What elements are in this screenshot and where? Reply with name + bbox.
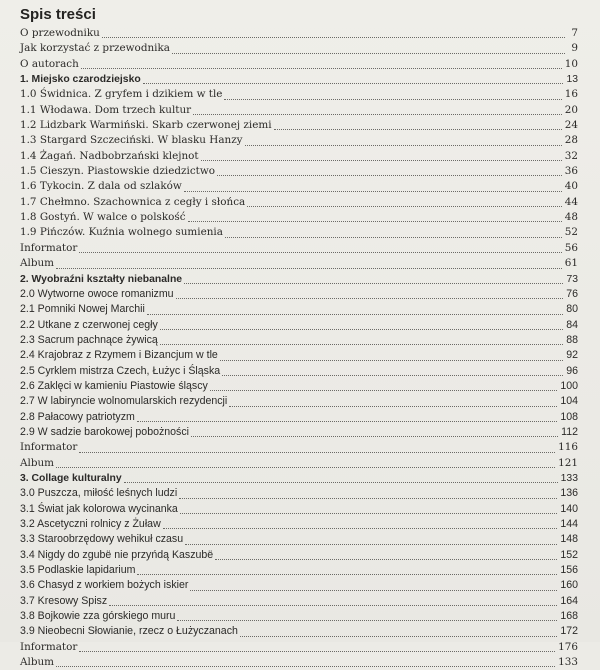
toc-entry-label: 3.5 Podlaskie lapidarium [20,564,136,577]
toc-entry-label: Album [20,656,55,669]
toc-entry [20,394,578,409]
toc-entry [20,379,578,394]
toc-entry-label: 2.0 Wytworne owoce romanizmu [20,287,174,300]
dot-leader [180,513,558,514]
toc-entry [20,578,578,593]
toc-page-number: 112 [561,425,578,438]
dot-leader [240,636,557,637]
dot-leader [102,37,565,38]
toc-entry [20,287,578,302]
toc-entry-label: 2.2 Utkane z czerwonej cegły [20,318,158,331]
dot-leader [79,252,561,253]
toc-page-number: 148 [560,533,578,546]
toc-entry-label: 1.1 Włodawa. Dom trzech kultur [20,103,192,116]
toc-entry-label: O autorach [20,57,79,70]
toc-page-number: 160 [560,579,578,592]
toc-entry [20,548,578,563]
dot-leader [220,360,563,361]
toc-page-number: 52 [564,226,578,239]
toc-page-number: 40 [564,180,578,193]
toc-entry [20,133,578,148]
toc-page-number: 32 [564,149,578,162]
toc-page-number: 28 [564,134,578,147]
dot-leader [274,129,562,130]
toc-page-number: 156 [560,564,578,577]
toc-page-number: 164 [560,594,578,607]
toc-entry-label: Informator [20,241,78,254]
dot-leader [172,53,565,54]
toc-entry-label: 2.8 Pałacowy patriotyzm [20,410,135,423]
toc-page-number: 76 [566,287,578,300]
toc-entry [20,256,578,271]
dot-leader [222,375,563,376]
toc-entry [20,103,578,118]
toc-page-number: 16 [564,88,578,101]
toc-entry [20,609,578,624]
toc-entry-label: Jak korzystać z przewodnika [20,42,170,55]
toc-entry-label: 3.0 Puszcza, miłość leśnych ludzi [20,487,178,500]
toc-page-number: 172 [560,625,578,638]
toc-page-number: 140 [560,502,578,515]
dot-leader [188,221,562,222]
toc-entry [20,440,578,455]
toc-entry-label: 2.3 Sacrum pachnące żywicą [20,333,158,346]
dot-leader [190,590,557,591]
toc-entry [20,456,578,471]
toc-entry [20,563,578,578]
toc-entry [20,640,578,655]
toc-entry [20,87,578,102]
toc-page-number: 61 [564,257,578,270]
toc-entry-label: 3.3 Staroobrzędowy wehikuł czasu [20,533,184,546]
toc-list [20,26,578,670]
toc-entry-label: 1. Miejsko czarodziejsko [20,74,141,86]
toc-entry-label: O przewodniku [20,27,100,39]
toc-page-number: 136 [560,487,578,500]
dot-leader [217,175,562,176]
dot-leader [225,237,562,238]
toc-entry [20,241,578,256]
toc-entry-label: 3.4 Nigdy do zgubë nie przyńdą Kaszubë [20,548,214,561]
toc-chapter-heading [20,272,578,287]
dot-leader [224,99,561,100]
toc-page-number: 36 [564,165,578,178]
toc-page-number: 121 [558,456,578,469]
toc-entry-label: 1.5 Cieszyn. Piastowskie dziedzictwo [20,165,215,178]
toc-entry-label: 1.4 Żagań. Nadbobrzański klejnot [20,149,199,162]
toc-page-number: 152 [560,548,578,561]
dot-leader [137,421,557,422]
toc-entry-label: Informator [20,640,78,653]
toc-entry-label: 2. Wyobraźni kształty niebanalne [20,273,183,285]
dot-leader [160,344,563,345]
toc-entry [20,333,578,348]
toc-page-number: 7 [571,27,578,39]
dot-leader [137,574,557,575]
toc-page-number: 133 [560,472,578,484]
dot-leader [56,268,562,269]
toc-entry [20,348,578,363]
dot-leader [163,528,558,529]
toc-page-number: 88 [566,333,578,346]
dot-leader [177,620,557,621]
toc-page-number: 96 [566,364,578,377]
dot-leader [245,145,562,146]
dot-leader [179,498,557,499]
toc-entry-label: 3.9 Nieobecni Słowianie, rzecz o Łużyczanach [20,625,238,638]
toc-page-number: 168 [560,610,578,623]
dot-leader [229,406,557,407]
toc-entry [20,410,578,425]
toc-entry-label: 3.1 Świat jak kolorowa wycinanka [20,502,178,515]
toc-entry [20,41,578,56]
dot-leader [56,467,555,468]
toc-chapter-heading [20,471,578,486]
toc-entry-label: 1.7 Chełmno. Szachownica z cegły i słońca [20,195,246,208]
toc-page-number: 10 [564,57,578,70]
toc-entry-label: 2.5 Cyrklem mistrza Czech, Łużyc i Śląska [20,364,221,377]
dot-leader [160,329,563,330]
toc-entry [20,195,578,210]
toc-entry [20,624,578,639]
dot-leader [201,160,562,161]
toc-page-number: 100 [560,379,578,392]
toc-entry-label: 3. Collage kulturalny [20,472,122,484]
dot-leader [185,544,557,545]
toc-entry-label: Album [20,456,55,469]
toc-entry-label: Informator [20,441,78,454]
toc-page-number: 176 [558,640,578,653]
toc-entry-label: 1.8 Gostyń. W walce o polskość [20,211,186,224]
toc-entry [20,26,578,41]
toc-entry-label: 2.7 W labiryncie wolnomularskich rezydencji [20,395,228,408]
toc-page-number: 108 [560,410,578,423]
toc-entry-label: 3.6 Chasyd z workiem bożych iskier [20,579,189,592]
toc-entry-label: 2.6 Zaklęci w kamieniu Piastowie śląscy [20,379,208,392]
toc-entry-label: 2.1 Pomniki Nowej Marchii [20,303,145,316]
toc-entry-label: 2.9 W sadzie barokowej pobożności [20,425,190,438]
toc-entry [20,502,578,517]
toc-page-number: 84 [566,318,578,331]
dot-leader [176,298,564,299]
toc-entry [20,149,578,164]
dot-leader [191,436,558,437]
dot-leader [247,206,562,207]
toc-entry-label: Album [20,257,55,270]
toc-entry [20,425,578,440]
dot-leader [215,559,557,560]
toc-entry [20,364,578,379]
toc-entry-label: 1.2 Lidzbark Warmiński. Skarb czerwonej ziemi [20,119,272,132]
toc-page-number: 104 [560,395,578,408]
dot-leader [143,83,564,84]
toc-chapter-heading [20,72,578,87]
toc-entry [20,225,578,240]
toc-entry [20,318,578,333]
toc-entry [20,532,578,547]
dot-leader [56,666,555,667]
toc-page-number: 56 [564,241,578,254]
dot-leader [124,482,558,483]
toc-entry [20,517,578,532]
toc-entry [20,486,578,501]
toc-entry-label: 3.7 Kresowy Spisz [20,594,108,607]
toc-page-number: 44 [564,195,578,208]
toc-page-number: 13 [566,74,578,86]
toc-page-number: 48 [564,211,578,224]
toc-entry [20,164,578,179]
toc-page-number: 116 [558,441,578,454]
toc-page-number: 24 [564,119,578,132]
toc-title: Spis treści [20,6,96,23]
toc-entry-label: 3.2 Ascetyczni rolnicy z Żuław [20,518,161,530]
dot-leader [109,605,557,606]
toc-entry [20,179,578,194]
dot-leader [79,452,555,453]
toc-entry-label: 3.8 Bojkowie zza górskiego muru [20,610,176,623]
toc-entry [20,594,578,609]
toc-entry [20,210,578,225]
toc-page-number: 133 [558,656,578,669]
dot-leader [79,651,555,652]
toc-entry-label: 1.6 Tykocin. Z dala od szlaków [20,180,182,193]
toc-entry [20,302,578,317]
dot-leader [210,390,557,391]
toc-entry [20,57,578,72]
toc-page-number: 144 [560,518,578,530]
toc-entry-label: 2.4 Krajobraz z Rzymem i Bizancjum w tle [20,349,218,362]
toc-page-number: 73 [566,273,578,285]
dot-leader [193,114,562,115]
toc-page-number: 20 [564,103,578,116]
toc-entry-label: 1.3 Stargard Szczeciński. W blasku Hanzy [20,134,243,147]
toc-page-number: 92 [566,349,578,362]
toc-entry-label: 1.0 Świdnica. Z gryfem i dzikiem w tle [20,88,223,101]
dot-leader [147,314,563,315]
toc-entry-label: 1.9 Pińczów. Kuźnia wolnego sumienia [20,226,223,239]
toc-entry [20,655,578,670]
toc-page-number: 80 [566,303,578,316]
dot-leader [184,283,563,284]
toc-page-number: 9 [571,42,578,55]
dot-leader [81,68,562,69]
dot-leader [184,191,562,192]
toc-entry [20,118,578,133]
